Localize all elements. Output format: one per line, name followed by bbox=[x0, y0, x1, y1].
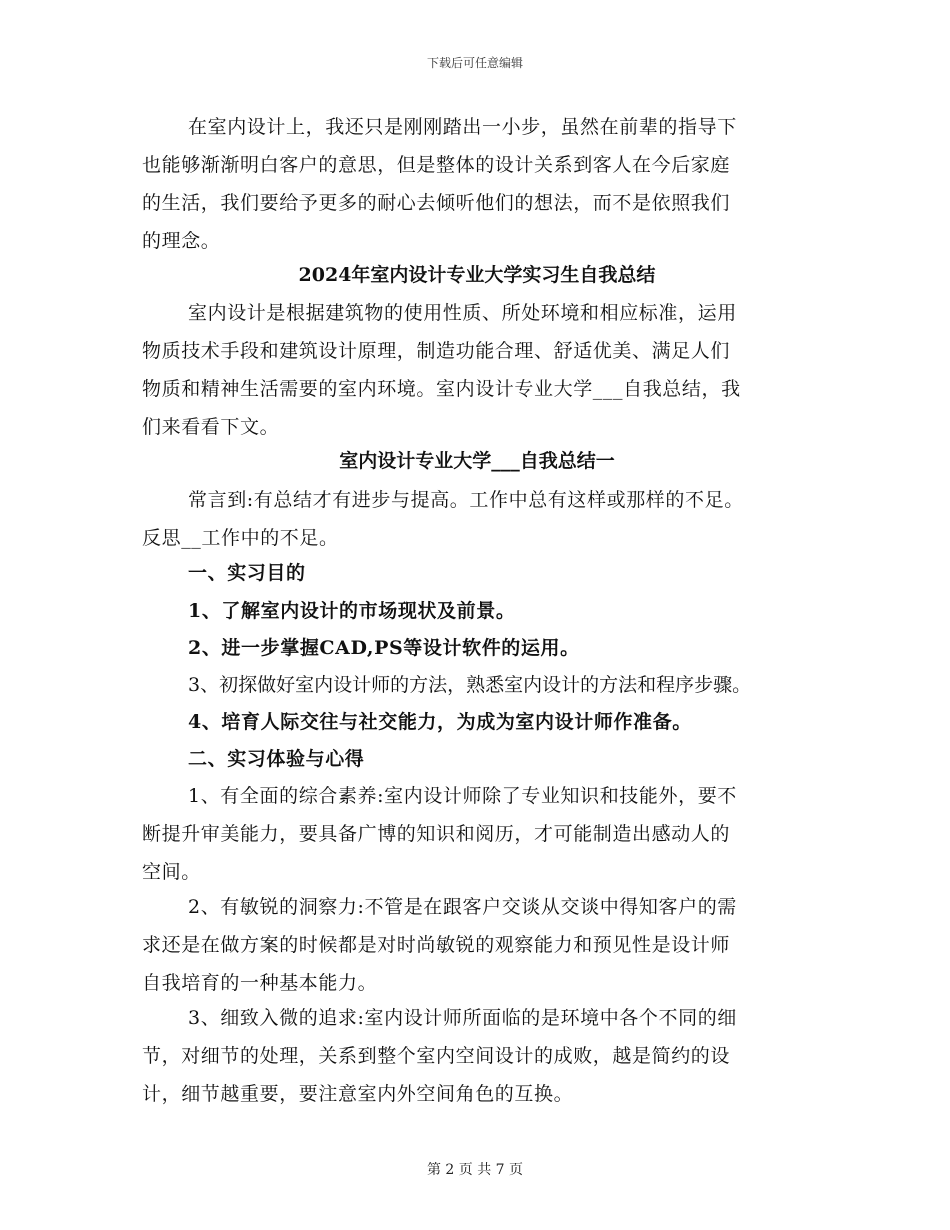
text-line: 物质和精神生活需要的室内环境。室内设计专业大学___自我总结，我 bbox=[142, 378, 741, 400]
text-line: 2、有敏锐的洞察力:不管是在跟客户交谈从交谈中得知客户的需 bbox=[188, 896, 737, 918]
text-line: 的理念。 bbox=[142, 230, 221, 252]
goal-item: 3、初探做好室内设计师的方法，熟悉室内设计的方法和程序步骤。 bbox=[188, 674, 752, 696]
page-footer: 第 2 页 共 7 页 bbox=[426, 1162, 524, 1178]
heading-experience: 二、实习体验与心得 bbox=[188, 748, 365, 770]
text-line: 室内设计是根据建筑物的使用性质、所处环境和相应标准，运用 bbox=[188, 302, 737, 324]
main-title: 2024年室内设计专业大学实习生自我总结 bbox=[298, 264, 656, 286]
text-line: 物质技术手段和建筑设计原理，制造功能合理、舒适优美、满足人们 bbox=[142, 340, 731, 362]
experience-paragraph bbox=[142, 777, 812, 891]
summary-paragraph bbox=[142, 294, 812, 446]
text-line: 3、细致入微的追求:室内设计师所面临的是环境中各个不同的细 bbox=[188, 1007, 737, 1029]
text-line: 自我培育的一种基本能力。 bbox=[142, 972, 378, 994]
text-line: 的生活，我们要给予更多的耐心去倾听他们的想法，而不是依照我们 bbox=[142, 192, 731, 214]
text-line: 们来看看下文。 bbox=[142, 416, 280, 438]
text-line: 也能够渐渐明白客户的意思，但是整体的设计关系到客人在今后家庭 bbox=[142, 154, 731, 176]
goal-item: 1、了解室内设计的市场现状及前景。 bbox=[188, 600, 516, 622]
section-title: 室内设计专业大学___自我总结一 bbox=[339, 450, 615, 472]
saying-paragraph bbox=[142, 481, 812, 557]
text-line: 反思__工作中的不足。 bbox=[142, 527, 339, 549]
page-header: 下载后可任意编辑 bbox=[426, 56, 523, 70]
text-line: 求还是在做方案的时候都是对时尚敏锐的观察能力和预见性是设计师 bbox=[142, 934, 731, 956]
intro-paragraph bbox=[142, 108, 812, 260]
heading-purpose: 一、实习目的 bbox=[188, 562, 306, 584]
text-line: 在室内设计上，我还只是刚刚踏出一小步，虽然在前辈的指导下 bbox=[188, 116, 737, 138]
text-line: 1、有全面的综合素养:室内设计师除了专业知识和技能外，要不 bbox=[188, 785, 737, 807]
text-line: 节，对细节的处理，关系到整个室内空间设计的成败，越是简约的设 bbox=[142, 1045, 731, 1067]
experience-paragraph bbox=[142, 999, 812, 1113]
goal-item: 4、培育人际交往与社交能力，为成为室内设计师作准备。 bbox=[188, 711, 692, 733]
text-line: 计，细节越重要，要注意室内外空间角色的互换。 bbox=[142, 1083, 574, 1105]
text-line: 断提升审美能力，要具备广博的知识和阅历，才可能制造出感动人的 bbox=[142, 823, 731, 845]
text-line: 常言到:有总结才有进步与提高。工作中总有这样或那样的不足。 bbox=[188, 489, 744, 511]
text-line: 空间。 bbox=[142, 861, 201, 883]
goal-item: 2、进一步掌握CAD,PS等设计软件的运用。 bbox=[188, 637, 580, 659]
experience-paragraph bbox=[142, 888, 812, 1002]
